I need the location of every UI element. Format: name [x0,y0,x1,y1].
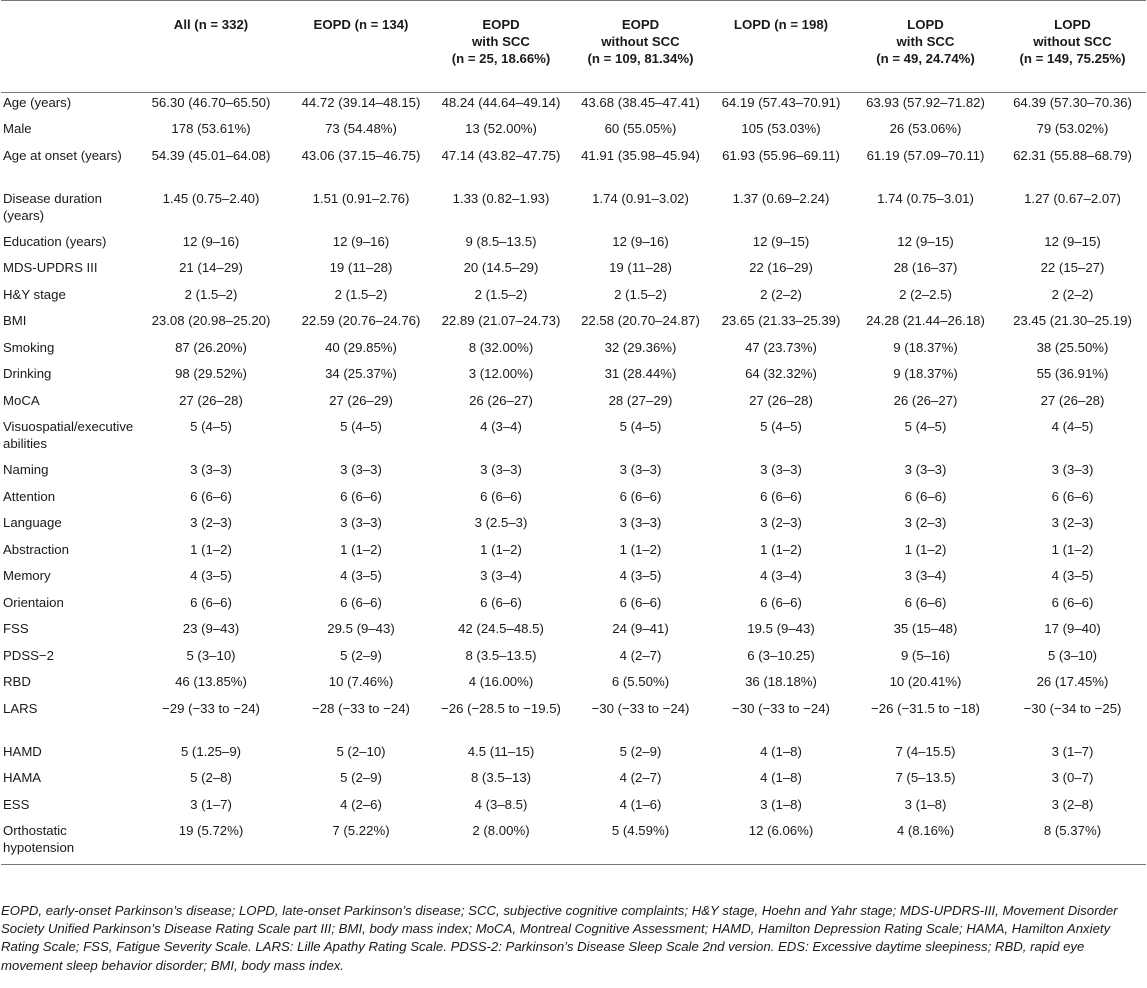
row-label: Abstraction [3,541,69,557]
table-cell: 48.24 (44.64–49.14) [441,95,561,110]
table-cell: 1.33 (0.82–1.93) [452,190,550,206]
table-cell: 23.45 (21.30–25.19) [1013,313,1132,328]
table-cell: 1.74 (0.75–3.01) [877,190,974,206]
table-cell: 61.19 (57.09–70.11) [866,147,985,163]
table-cell: −30 (−33 to −24) [591,700,690,716]
table-cell: 9 (8.5–13.5) [465,233,537,249]
table-row [1,311,1146,338]
table-row [1,699,1146,742]
table-cell: 3 (2–3) [1051,515,1094,530]
header-line: LOPD (n = 198) [733,17,829,32]
table-cell: 3 (2–3) [190,515,232,530]
table-cell: 6 (6–6) [190,594,232,610]
row-label: BMI [3,313,27,328]
table-cell: 1 (1–2) [190,541,232,557]
table-cell: 3 (1–7) [1051,743,1094,759]
table-cell: 6 (6–6) [904,594,947,610]
table-cell: 47.14 (43.82–47.75) [441,147,561,163]
table-cell: 5 (4–5) [619,419,662,434]
table-cell: 5 (1.25–9) [180,743,242,759]
table-row [1,646,1146,673]
header-line: (n = 149, 75.25%) [1019,51,1126,66]
table-cell: 7 (4–15.5) [895,743,956,759]
table-cell: 38 (25.50%) [1036,339,1109,355]
table-row [1,417,1146,460]
table-cell: 5 (4–5) [340,419,382,434]
table-cell: 5 (4.59%) [571,821,710,864]
table-row [1,146,1146,189]
header-cell [710,1,852,93]
table-cell: 3 (1–7) [190,796,232,812]
header-cell [431,1,571,93]
row-label: MoCA [3,392,40,408]
table-cell: 1 (1–2) [619,541,662,557]
table-cell: 73 (54.48%) [325,121,397,136]
table-cell: 27 (26–28) [179,392,243,408]
table-cell: 42 (24.5–48.5) [458,621,544,636]
table-cell: 63.93 (57.92–71.82) [866,95,985,110]
row-label: Orthostatic hypotension [1,821,131,864]
table-cell: 9 (18.37%) [893,366,958,381]
table-cell: 1.45 (0.75–2.40) [162,190,260,206]
table-cell: 23 (9–43) [182,621,240,636]
table-cell: 6 (6–6) [480,594,522,610]
table-cell: −26 (−28.5 to −19.5) [441,700,561,716]
table-cell: 4 (3–4) [760,568,802,583]
table-cell: 12 (6.06%) [710,821,852,864]
table-row [1,460,1146,487]
table-cell: 22.58 (20.70–24.87) [581,313,700,328]
header-cell [852,1,999,93]
table-cell: 1 (1–2) [1051,541,1094,557]
table-cell: 64.39 (57.30–70.36) [1013,95,1132,110]
table-cell: 13 (52.00%) [465,121,537,136]
table-cell: 12 (9–15) [1044,233,1101,249]
table-row [1,285,1146,312]
table-cell: 23.08 (20.98–25.20) [151,313,271,328]
table-row [1,768,1146,795]
header-line: All (n = 332) [173,17,249,32]
table-cell: 7 (5.22%) [291,821,431,864]
table-cell: 3 (3–3) [619,462,662,477]
table-cell: 6 (6–6) [760,488,802,504]
table-cell: 56.30 (46.70–65.50) [151,95,271,110]
table-cell: 3 (2–3) [904,515,947,530]
header-line: EOPD [482,17,520,32]
table-cell: 4 (1–6) [619,796,662,812]
row-label: RBD [3,674,31,689]
table-cell: 35 (15–48) [893,621,958,636]
table-cell: 2 (1.5–2) [614,286,667,302]
header-line: EOPD [621,17,660,32]
table-cell: 19.5 (9–43) [747,621,815,636]
table-cell: 1 (1–2) [340,541,382,557]
table-cell: 2 (1.5–2) [184,286,238,302]
table-footnote: EOPD, early-onset Parkinson’s disease; LOPD, late-onset Parkinson’s disease; SCC, subjective cognitive complaints; H&Y stage, Hoehn and Yahr stage; MDS-UPDRS-III, Movement Disorder Society Unified Parkinson’s Disease Rating Scale part III; BMI, body mass index; MoCA, Montreal Cognitive Assessment; HAMD, Hamilton Depression Rating Scale; HAMA, Hamilton Anxiety Rating Scale; FSS, Fatigue Severity Scale. LARS: Lille Apathy Rating Scale. PDSS-2: Parkinson’s Disease Sleep Scale 2nd version. EDS: Excessive daytime sleepiness; RBD, rapid eye movement sleep behavior disorder; BMI, body mass index. [1,903,1118,973]
table-cell: 20 (14.5–29) [463,260,539,275]
table-cell: 17 (9–40) [1044,621,1101,636]
table-cell: 3 (3–4) [904,568,947,583]
table-cell: 19 (11–28) [329,260,393,275]
table-cell: 5 (3–10) [186,647,236,663]
table-cell: 1.51 (0.91–2.76) [312,190,410,206]
table-cell: 3 (2–3) [760,515,802,530]
row-label: Visuospatial/executive abilities [3,419,134,451]
header-row [1,1,1146,93]
table-cell: 5 (2–9) [340,647,382,663]
table-cell: 1.37 (0.69–2.24) [732,190,830,206]
header-line: with SCC [472,34,530,49]
table-cell: 1 (1–2) [904,541,947,557]
table-row [1,540,1146,567]
row-label: Smoking [3,339,55,355]
table-cell: 36 (18.18%) [745,674,817,689]
table-row [1,232,1146,259]
row-label: Orientaion [3,594,64,610]
table-cell: 24.28 (21.44–26.18) [866,313,985,328]
table-row [1,119,1146,146]
table-cell: 12 (9–15) [752,233,810,249]
table-row [1,821,1146,864]
header-line: (n = 49, 24.74%) [876,51,975,66]
table-cell: 3 (3–3) [1051,462,1094,477]
table-cell: −30 (−34 to −25) [1023,700,1122,716]
table-cell: 61.93 (55.96–69.11) [722,147,840,163]
table-body [1,93,1146,865]
table-cell: 64 (32.32%) [745,366,817,381]
table-row [1,338,1146,365]
table-cell: 4 (1–8) [760,770,802,785]
table-cell: −29 (−33 to −24) [162,700,260,716]
table-cell: 64.19 (57.43–70.91) [721,95,841,110]
table-cell: 8 (3.5–13) [470,770,532,785]
table-cell: 6 (6–6) [619,594,662,610]
table-cell: 23.65 (21.33–25.39) [721,313,841,328]
table-row [1,672,1146,699]
table-cell: 3 (1–8) [904,796,947,812]
table-cell: 1 (1–2) [480,541,522,557]
table-cell: 27 (26–29) [329,392,393,408]
table-cell: 6 (6–6) [619,488,662,504]
table-cell: 27 (26–28) [1040,392,1105,408]
table-cell: 3 (3–3) [340,462,382,477]
table-cell: 3 (3–3) [904,462,947,477]
table-cell: 41.91 (35.98–45.94) [581,147,700,163]
table-cell: 3 (3–3) [480,462,522,477]
header-line: (n = 109, 81.34%) [587,51,694,66]
table-cell: 5 (2–10) [336,743,386,759]
table-cell: 79 (53.02%) [1036,121,1109,136]
table-cell: 10 (7.46%) [328,674,394,689]
table-cell: 5 (2–8) [190,770,232,785]
table-cell: 5 (4–5) [190,419,232,434]
table-cell: 28 (16–37) [893,260,958,275]
table-cell: 3 (12.00%) [468,366,534,381]
header-line: (n = 25, 18.66%) [451,51,551,66]
table-cell: 105 (53.03%) [741,121,821,136]
table-cell: 87 (26.20%) [175,339,247,355]
table-cell: 43.68 (38.45–47.41) [581,95,700,110]
table-cell: 29.5 (9–43) [327,621,395,636]
table-cell: 10 (20.41%) [889,674,962,689]
table-cell: 3 (2.5–3) [474,515,528,530]
row-label: Education (years) [3,233,107,249]
header-line: EOPD (n = 134) [313,17,409,32]
table-row [1,487,1146,514]
table-cell: 3 (3–3) [190,462,232,477]
table-cell: 6 (5.50%) [611,674,670,689]
table-cell: 43.06 (37.15–46.75) [301,147,421,163]
table-cell: 24 (9–41) [612,621,669,636]
header-cell [291,1,431,93]
table-cell: 4 (3–5) [340,568,382,583]
row-label: Male [3,121,32,136]
table-cell: 44.72 (39.14–48.15) [301,95,421,110]
table-cell: 8 (32.00%) [468,339,534,355]
table-cell: 2 (1.5–2) [474,286,528,302]
table-cell: 3 (3–3) [340,515,382,530]
table-cell: 6 (6–6) [1051,488,1094,504]
header-cell [131,1,291,93]
row-label: Drinking [3,366,52,381]
table-cell: 6 (6–6) [340,594,382,610]
table-cell: 4 (8.16%) [852,821,999,864]
table-cell: 21 (14–29) [179,260,243,275]
header-line: LOPD [1054,17,1091,32]
table-cell: 2 (8.00%) [431,821,571,864]
table-cell: 6 (6–6) [760,594,802,610]
table-cell: 3 (2–8) [1051,796,1094,812]
table-cell: 1 (1–2) [760,541,802,557]
table-cell: 6 (3–10.25) [747,647,815,663]
table-cell: 8 (5.37%) [999,821,1146,864]
table-cell: 2 (2–2) [1051,286,1094,302]
table-cell: 12 (9–16) [332,233,390,249]
table-cell: 6 (6–6) [480,488,522,504]
table-cell: 1.74 (0.91–3.02) [592,190,689,206]
table-cell: 2 (2–2.5) [899,286,952,302]
table-cell: 5 (4–5) [904,419,947,434]
table-cell: 27 (26–28) [749,392,813,408]
table-cell: 26 (17.45%) [1036,674,1109,689]
row-label: ESS [3,796,30,812]
row-label: LARS [3,700,38,716]
row-label: PDSS−2 [3,647,54,663]
table-cell: 40 (29.85%) [325,339,397,355]
table-cell: 4 (3–4) [480,419,522,434]
table-cell: 3 (3–3) [619,515,662,530]
table-cell: 4 (16.00%) [468,674,534,689]
table-cell: 4 (3–5) [619,568,662,583]
table-cell: 22.59 (20.76–24.76) [301,313,421,328]
header-line: without SCC [1033,34,1112,49]
table-row [1,566,1146,593]
table-cell: −28 (−33 to −24) [312,700,410,716]
table-cell: 1.27 (0.67–2.07) [1024,190,1121,206]
table-cell: 6 (6–6) [340,488,382,504]
table-row [1,619,1146,646]
table-cell: 4 (2–7) [619,647,662,663]
table-cell: 3 (3–3) [760,462,802,477]
row-label: FSS [3,621,29,636]
table-cell: 60 (55.05%) [604,121,677,136]
row-label: Age at onset (years) [3,147,122,163]
table-row [1,364,1146,391]
table-cell: 9 (18.37%) [893,339,958,355]
table-cell: 26 (26–27) [469,392,533,408]
table-cell: 98 (29.52%) [175,366,247,381]
table-cell: 26 (53.06%) [889,121,962,136]
table-row [1,189,1146,232]
table-cell: 26 (26–27) [893,392,958,408]
table-row [1,593,1146,620]
row-label: Attention [3,488,56,504]
table-cell: 6 (6–6) [1051,594,1094,610]
table-cell: −26 (−31.5 to −18) [871,700,980,716]
table-header [1,1,1146,93]
table-cell: 19 (5.72%) [131,821,291,864]
row-label: Disease duration (years) [3,190,102,223]
table-cell: 31 (28.44%) [604,366,677,381]
header-line: with SCC [896,34,955,49]
table-cell: 4.5 (11–15) [467,743,535,759]
table-cell: 12 (9–15) [897,233,954,249]
table-cell: 3 (0–7) [1051,770,1094,785]
table-cell: 22 (16–29) [749,260,813,275]
row-label: Memory [3,568,51,583]
table-cell: 8 (3.5–13.5) [465,647,537,663]
table-cell: 4 (3–5) [1051,568,1094,583]
header-cell [999,1,1146,93]
table-cell: 5 (2–9) [619,743,662,759]
table-row [1,742,1146,769]
row-label: Language [3,515,62,530]
table-row [1,258,1146,285]
table-row [1,795,1146,822]
row-label: Age (years) [3,95,72,110]
table-cell: 4 (2–7) [619,770,662,785]
table-cell: 5 (4–5) [760,419,802,434]
table-cell: 28 (27–29) [608,392,673,408]
table-cell: 12 (9–16) [182,233,240,249]
table-cell: 4 (2–6) [340,796,382,812]
table-cell: 178 (53.61%) [171,121,251,136]
table-cell: 2 (1.5–2) [334,286,388,302]
table-cell: 55 (36.91%) [1036,366,1109,381]
table-cell: 6 (6–6) [190,488,232,504]
data-table [1,0,1146,865]
table-cell: 9 (5–16) [900,647,951,663]
row-label: HAMA [3,770,42,785]
table-cell: 62.31 (55.88–68.79) [1013,147,1132,163]
table-row [1,93,1146,120]
table-cell: 47 (23.73%) [745,339,817,355]
header-cell [571,1,710,93]
table-cell: 3 (3–4) [480,568,522,583]
table-cell: 6 (6–6) [904,488,947,504]
table-cell: 5 (3–10) [1047,647,1098,663]
table-cell: 4 (4–5) [1051,419,1094,434]
table-cell: 12 (9–16) [612,233,669,249]
header-line: LOPD [907,17,944,32]
table-cell: 22.89 (21.07–24.73) [441,313,561,328]
table-cell: 19 (11–28) [609,260,672,275]
table-cell: 46 (13.85%) [175,674,247,689]
table-cell: 7 (5–13.5) [895,770,956,785]
row-label: H&Y stage [3,286,66,302]
row-label: Naming [3,462,49,477]
table-cell: 3 (1–8) [760,796,802,812]
table-row [1,391,1146,418]
table-cell: 34 (25.37%) [325,366,397,381]
row-label: HAMD [3,743,42,759]
table-cell: 4 (1–8) [760,743,802,759]
row-label: MDS-UPDRS III [3,260,98,275]
header-line: without SCC [601,34,680,49]
table-cell: −30 (−33 to −24) [732,700,830,716]
header-cell-empty [1,1,131,93]
table-cell: 4 (3–5) [190,568,232,583]
table-cell: 22 (15–27) [1040,260,1105,275]
table-cell: 54.39 (45.01–64.08) [151,147,271,163]
table-cell: 32 (29.36%) [604,339,677,355]
table-cell: 4 (3–8.5) [474,796,528,812]
table-cell: 2 (2–2) [760,286,802,302]
table-row [1,513,1146,540]
table-cell: 5 (2–9) [340,770,382,785]
